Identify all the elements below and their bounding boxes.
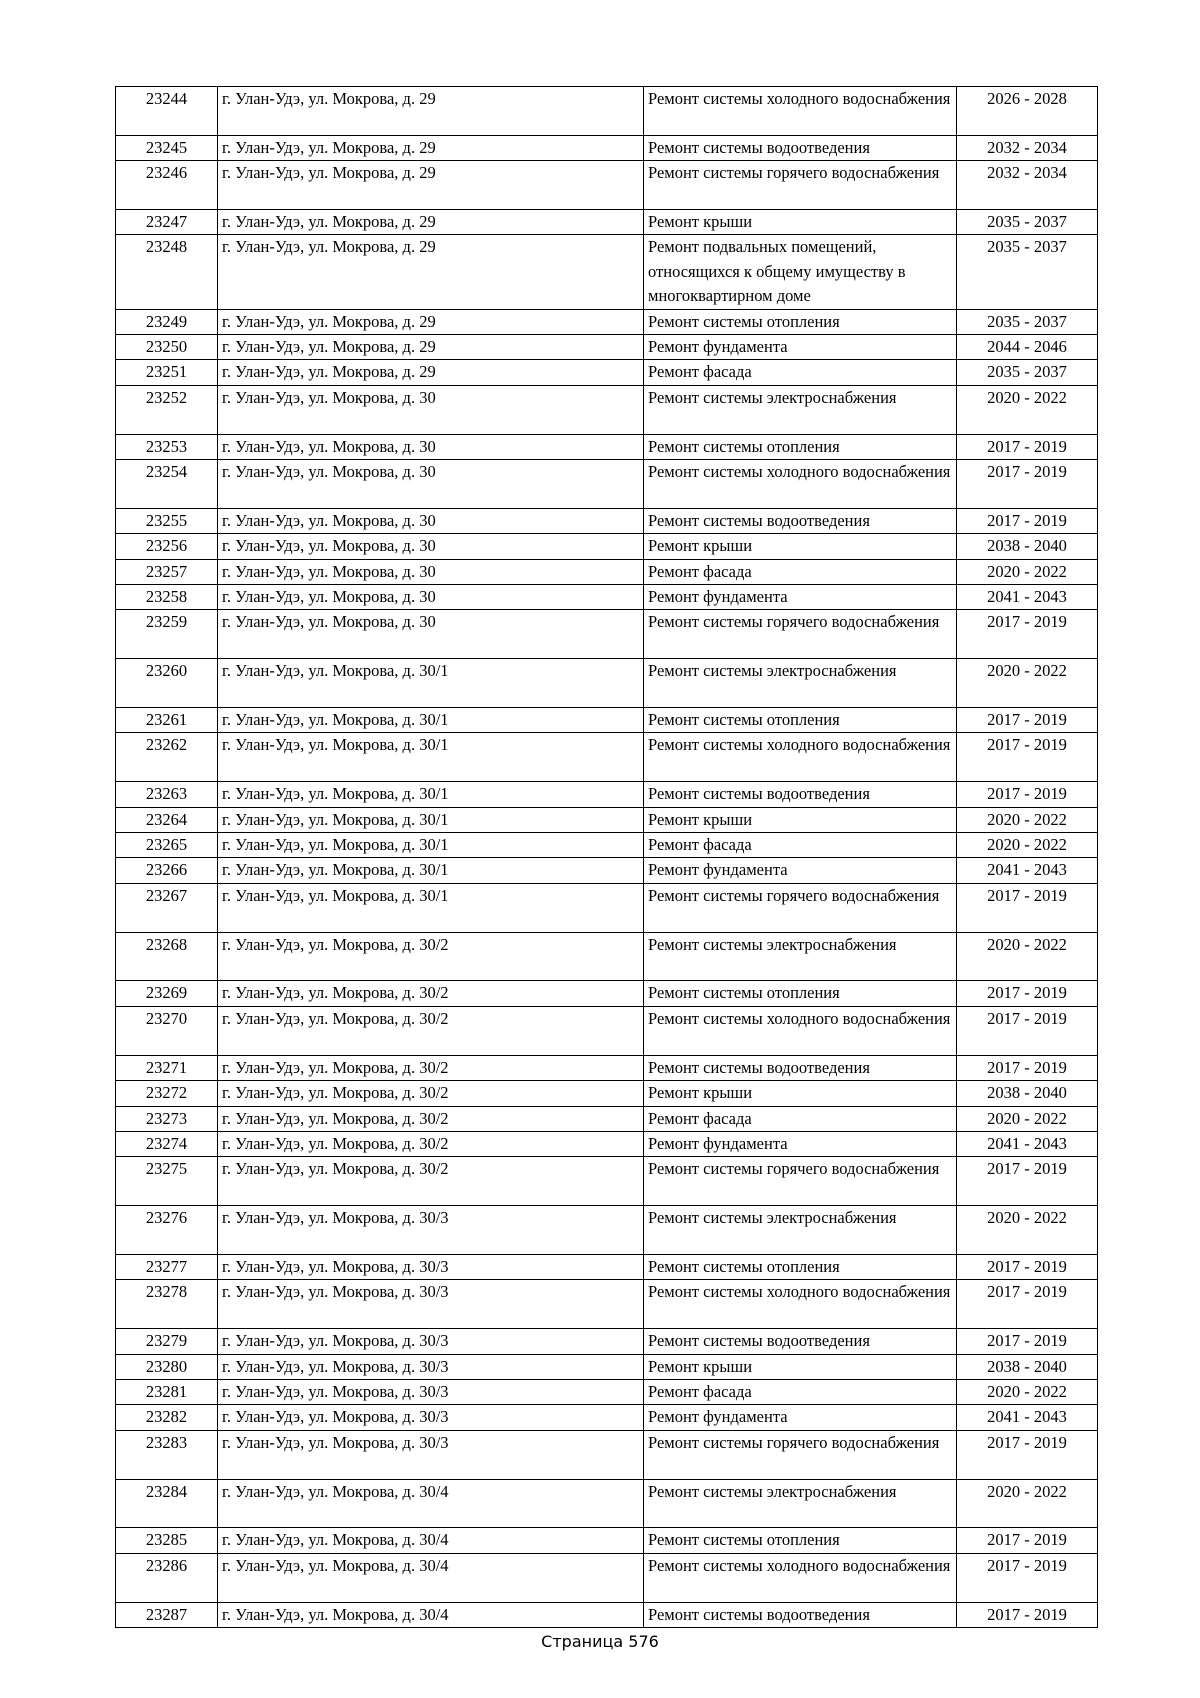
row-term: 2020 - 2022 bbox=[957, 1106, 1098, 1131]
row-number: 23277 bbox=[116, 1254, 218, 1279]
row-address: г. Улан-Удэ, ул. Мокрова, д. 30/4 bbox=[218, 1479, 644, 1528]
row-number: 23260 bbox=[116, 659, 218, 708]
row-address: г. Улан-Удэ, ул. Мокрова, д. 29 bbox=[218, 135, 644, 160]
row-work-type: Ремонт системы электроснабжения bbox=[644, 1479, 957, 1528]
row-term: 2020 - 2022 bbox=[957, 932, 1098, 981]
row-address: г. Улан-Удэ, ул. Мокрова, д. 30 bbox=[218, 534, 644, 559]
row-address: г. Улан-Удэ, ул. Мокрова, д. 29 bbox=[218, 87, 644, 136]
row-work-type: Ремонт фасада bbox=[644, 833, 957, 858]
row-address: г. Улан-Удэ, ул. Мокрова, д. 30/2 bbox=[218, 1157, 644, 1206]
table-row bbox=[116, 335, 1098, 360]
row-work-type: Ремонт системы холодного водоснабжения bbox=[644, 460, 957, 509]
row-work-type: Ремонт системы горячего водоснабжения bbox=[644, 161, 957, 210]
row-number: 23261 bbox=[116, 708, 218, 733]
row-number: 23269 bbox=[116, 981, 218, 1006]
table-row bbox=[116, 534, 1098, 559]
row-number: 23281 bbox=[116, 1379, 218, 1404]
table-row bbox=[116, 235, 1098, 309]
row-work-type: Ремонт крыши bbox=[644, 807, 957, 832]
table-row bbox=[116, 1206, 1098, 1255]
row-address: г. Улан-Удэ, ул. Мокрова, д. 30/1 bbox=[218, 858, 644, 883]
row-term: 2020 - 2022 bbox=[957, 1206, 1098, 1255]
row-term: 2032 - 2034 bbox=[957, 135, 1098, 160]
row-work-type: Ремонт крыши bbox=[644, 1354, 957, 1379]
row-term: 2035 - 2037 bbox=[957, 309, 1098, 334]
row-work-type: Ремонт системы водоотведения bbox=[644, 1055, 957, 1080]
table-row bbox=[116, 1430, 1098, 1479]
row-term: 2020 - 2022 bbox=[957, 1479, 1098, 1528]
row-number: 23257 bbox=[116, 559, 218, 584]
row-work-type: Ремонт системы электроснабжения bbox=[644, 1206, 957, 1255]
table-row bbox=[116, 858, 1098, 883]
row-number: 23247 bbox=[116, 210, 218, 235]
row-address: г. Улан-Удэ, ул. Мокрова, д. 30/4 bbox=[218, 1602, 644, 1627]
row-address: г. Улан-Удэ, ул. Мокрова, д. 30/2 bbox=[218, 1081, 644, 1106]
row-work-type: Ремонт системы водоотведения bbox=[644, 508, 957, 533]
row-number: 23254 bbox=[116, 460, 218, 509]
row-address: г. Улан-Удэ, ул. Мокрова, д. 30/3 bbox=[218, 1329, 644, 1354]
table-row bbox=[116, 1405, 1098, 1430]
table-row bbox=[116, 87, 1098, 136]
table-row bbox=[116, 708, 1098, 733]
row-address: г. Улан-Удэ, ул. Мокрова, д. 29 bbox=[218, 161, 644, 210]
row-term: 2044 - 2046 bbox=[957, 335, 1098, 360]
row-work-type: Ремонт системы горячего водоснабжения bbox=[644, 1157, 957, 1206]
row-term: 2017 - 2019 bbox=[957, 782, 1098, 807]
row-work-type: Ремонт системы холодного водоснабжения bbox=[644, 87, 957, 136]
row-address: г. Улан-Удэ, ул. Мокрова, д. 30 bbox=[218, 610, 644, 659]
row-number: 23266 bbox=[116, 858, 218, 883]
row-number: 23251 bbox=[116, 360, 218, 385]
table-row bbox=[116, 807, 1098, 832]
row-work-type: Ремонт крыши bbox=[644, 210, 957, 235]
table-row bbox=[116, 161, 1098, 210]
row-address: г. Улан-Удэ, ул. Мокрова, д. 30/3 bbox=[218, 1354, 644, 1379]
row-term: 2017 - 2019 bbox=[957, 508, 1098, 533]
row-work-type: Ремонт фундамента bbox=[644, 335, 957, 360]
row-address: г. Улан-Удэ, ул. Мокрова, д. 30 bbox=[218, 559, 644, 584]
row-address: г. Улан-Удэ, ул. Мокрова, д. 29 bbox=[218, 210, 644, 235]
row-address: г. Улан-Удэ, ул. Мокрова, д. 30/1 bbox=[218, 733, 644, 782]
row-number: 23275 bbox=[116, 1157, 218, 1206]
row-work-type: Ремонт системы электроснабжения bbox=[644, 932, 957, 981]
row-term: 2041 - 2043 bbox=[957, 1131, 1098, 1156]
row-number: 23264 bbox=[116, 807, 218, 832]
row-work-type: Ремонт системы холодного водоснабжения bbox=[644, 1280, 957, 1329]
row-number: 23283 bbox=[116, 1430, 218, 1479]
row-address: г. Улан-Удэ, ул. Мокрова, д. 30/4 bbox=[218, 1528, 644, 1553]
row-number: 23245 bbox=[116, 135, 218, 160]
row-number: 23271 bbox=[116, 1055, 218, 1080]
row-number: 23276 bbox=[116, 1206, 218, 1255]
row-number: 23250 bbox=[116, 335, 218, 360]
row-address: г. Улан-Удэ, ул. Мокрова, д. 30/2 bbox=[218, 1055, 644, 1080]
row-work-type: Ремонт фасада bbox=[644, 360, 957, 385]
table-row bbox=[116, 559, 1098, 584]
row-term: 2017 - 2019 bbox=[957, 1602, 1098, 1627]
table-row bbox=[116, 1081, 1098, 1106]
row-term: 2017 - 2019 bbox=[957, 610, 1098, 659]
table-row bbox=[116, 210, 1098, 235]
row-term: 2041 - 2043 bbox=[957, 1405, 1098, 1430]
table-row bbox=[116, 733, 1098, 782]
row-number: 23274 bbox=[116, 1131, 218, 1156]
row-term: 2020 - 2022 bbox=[957, 833, 1098, 858]
row-work-type: Ремонт системы электроснабжения bbox=[644, 385, 957, 434]
row-number: 23258 bbox=[116, 585, 218, 610]
table-row bbox=[116, 981, 1098, 1006]
table-row bbox=[116, 883, 1098, 932]
row-address: г. Улан-Удэ, ул. Мокрова, д. 30/3 bbox=[218, 1280, 644, 1329]
row-work-type: Ремонт системы отопления bbox=[644, 981, 957, 1006]
row-work-type: Ремонт системы водоотведения bbox=[644, 782, 957, 807]
row-work-type: Ремонт системы отопления bbox=[644, 1528, 957, 1553]
row-address: г. Улан-Удэ, ул. Мокрова, д. 30 bbox=[218, 585, 644, 610]
row-address: г. Улан-Удэ, ул. Мокрова, д. 30/1 bbox=[218, 883, 644, 932]
row-number: 23252 bbox=[116, 385, 218, 434]
row-work-type: Ремонт системы холодного водоснабжения bbox=[644, 1553, 957, 1602]
row-work-type: Ремонт фундамента bbox=[644, 858, 957, 883]
row-term: 2017 - 2019 bbox=[957, 1430, 1098, 1479]
row-address: г. Улан-Удэ, ул. Мокрова, д. 30/2 bbox=[218, 932, 644, 981]
table-row bbox=[116, 782, 1098, 807]
table-row bbox=[116, 434, 1098, 459]
row-work-type: Ремонт системы горячего водоснабжения bbox=[644, 1430, 957, 1479]
row-address: г. Улан-Удэ, ул. Мокрова, д. 29 bbox=[218, 235, 644, 309]
table-row bbox=[116, 1329, 1098, 1354]
table-row bbox=[116, 135, 1098, 160]
row-term: 2020 - 2022 bbox=[957, 385, 1098, 434]
row-number: 23279 bbox=[116, 1329, 218, 1354]
row-work-type: Ремонт подвальных помещений, относящихся к общему имуществу в многоквартирном доме bbox=[644, 235, 957, 309]
row-address: г. Улан-Удэ, ул. Мокрова, д. 30/1 bbox=[218, 833, 644, 858]
table-row bbox=[116, 1602, 1098, 1627]
table-row bbox=[116, 460, 1098, 509]
row-term: 2035 - 2037 bbox=[957, 235, 1098, 309]
page-number: Страница 576 bbox=[541, 1632, 659, 1651]
table-body bbox=[116, 87, 1098, 1628]
table-row bbox=[116, 1006, 1098, 1055]
row-address: г. Улан-Удэ, ул. Мокрова, д. 30 bbox=[218, 460, 644, 509]
table-row bbox=[116, 1131, 1098, 1156]
row-term: 2017 - 2019 bbox=[957, 1254, 1098, 1279]
row-term: 2041 - 2043 bbox=[957, 858, 1098, 883]
row-number: 23285 bbox=[116, 1528, 218, 1553]
table-row bbox=[116, 1379, 1098, 1404]
row-address: г. Улан-Удэ, ул. Мокрова, д. 30 bbox=[218, 385, 644, 434]
row-number: 23278 bbox=[116, 1280, 218, 1329]
row-term: 2017 - 2019 bbox=[957, 1528, 1098, 1553]
row-work-type: Ремонт фундамента bbox=[644, 585, 957, 610]
row-work-type: Ремонт системы холодного водоснабжения bbox=[644, 1006, 957, 1055]
row-term: 2017 - 2019 bbox=[957, 883, 1098, 932]
row-term: 2017 - 2019 bbox=[957, 460, 1098, 509]
row-term: 2017 - 2019 bbox=[957, 434, 1098, 459]
row-work-type: Ремонт системы отопления bbox=[644, 1254, 957, 1279]
row-number: 23280 bbox=[116, 1354, 218, 1379]
row-number: 23284 bbox=[116, 1479, 218, 1528]
row-work-type: Ремонт системы горячего водоснабжения bbox=[644, 883, 957, 932]
row-address: г. Улан-Удэ, ул. Мокрова, д. 30/4 bbox=[218, 1553, 644, 1602]
row-address: г. Улан-Удэ, ул. Мокрова, д. 30/2 bbox=[218, 1106, 644, 1131]
row-term: 2038 - 2040 bbox=[957, 1081, 1098, 1106]
table-row bbox=[116, 585, 1098, 610]
row-number: 23262 bbox=[116, 733, 218, 782]
row-work-type: Ремонт системы водоотведения bbox=[644, 1602, 957, 1627]
row-address: г. Улан-Удэ, ул. Мокрова, д. 30/2 bbox=[218, 1006, 644, 1055]
table-row bbox=[116, 1055, 1098, 1080]
row-term: 2017 - 2019 bbox=[957, 1280, 1098, 1329]
table-row bbox=[116, 1280, 1098, 1329]
row-term: 2032 - 2034 bbox=[957, 161, 1098, 210]
row-term: 2017 - 2019 bbox=[957, 708, 1098, 733]
row-address: г. Улан-Удэ, ул. Мокрова, д. 30/3 bbox=[218, 1379, 644, 1404]
row-term: 2026 - 2028 bbox=[957, 87, 1098, 136]
row-number: 23267 bbox=[116, 883, 218, 932]
row-number: 23259 bbox=[116, 610, 218, 659]
table-row bbox=[116, 1479, 1098, 1528]
row-term: 2038 - 2040 bbox=[957, 1354, 1098, 1379]
row-term: 2020 - 2022 bbox=[957, 659, 1098, 708]
row-address: г. Улан-Удэ, ул. Мокрова, д. 30/1 bbox=[218, 659, 644, 708]
row-term: 2017 - 2019 bbox=[957, 1329, 1098, 1354]
row-term: 2020 - 2022 bbox=[957, 807, 1098, 832]
table-row bbox=[116, 385, 1098, 434]
row-number: 23263 bbox=[116, 782, 218, 807]
table-row bbox=[116, 610, 1098, 659]
row-number: 23287 bbox=[116, 1602, 218, 1627]
row-address: г. Улан-Удэ, ул. Мокрова, д. 30/1 bbox=[218, 782, 644, 807]
row-number: 23265 bbox=[116, 833, 218, 858]
table-row bbox=[116, 659, 1098, 708]
table-row bbox=[116, 309, 1098, 334]
row-address: г. Улан-Удэ, ул. Мокрова, д. 30/2 bbox=[218, 1131, 644, 1156]
row-work-type: Ремонт крыши bbox=[644, 534, 957, 559]
row-address: г. Улан-Удэ, ул. Мокрова, д. 29 bbox=[218, 335, 644, 360]
table-row bbox=[116, 932, 1098, 981]
row-number: 23244 bbox=[116, 87, 218, 136]
row-work-type: Ремонт фундамента bbox=[644, 1131, 957, 1156]
table-row bbox=[116, 360, 1098, 385]
row-address: г. Улан-Удэ, ул. Мокрова, д. 30 bbox=[218, 508, 644, 533]
row-work-type: Ремонт системы отопления bbox=[644, 309, 957, 334]
row-address: г. Улан-Удэ, ул. Мокрова, д. 30/3 bbox=[218, 1405, 644, 1430]
table-row bbox=[116, 508, 1098, 533]
table-row bbox=[116, 1354, 1098, 1379]
row-number: 23253 bbox=[116, 434, 218, 459]
row-address: г. Улан-Удэ, ул. Мокрова, д. 30/3 bbox=[218, 1430, 644, 1479]
row-address: г. Улан-Удэ, ул. Мокрова, д. 29 bbox=[218, 309, 644, 334]
table-row bbox=[116, 1553, 1098, 1602]
row-address: г. Улан-Удэ, ул. Мокрова, д. 30/1 bbox=[218, 708, 644, 733]
row-number: 23268 bbox=[116, 932, 218, 981]
row-term: 2020 - 2022 bbox=[957, 559, 1098, 584]
row-number: 23286 bbox=[116, 1553, 218, 1602]
row-term: 2035 - 2037 bbox=[957, 210, 1098, 235]
row-address: г. Улан-Удэ, ул. Мокрова, д. 30 bbox=[218, 434, 644, 459]
table-row bbox=[116, 833, 1098, 858]
row-work-type: Ремонт системы холодного водоснабжения bbox=[644, 733, 957, 782]
row-work-type: Ремонт крыши bbox=[644, 1081, 957, 1106]
row-address: г. Улан-Удэ, ул. Мокрова, д. 30/1 bbox=[218, 807, 644, 832]
row-address: г. Улан-Удэ, ул. Мокрова, д. 30/3 bbox=[218, 1206, 644, 1255]
row-number: 23246 bbox=[116, 161, 218, 210]
row-number: 23256 bbox=[116, 534, 218, 559]
row-work-type: Ремонт системы отопления bbox=[644, 708, 957, 733]
row-number: 23282 bbox=[116, 1405, 218, 1430]
row-work-type: Ремонт системы электроснабжения bbox=[644, 659, 957, 708]
row-number: 23272 bbox=[116, 1081, 218, 1106]
row-term: 2017 - 2019 bbox=[957, 981, 1098, 1006]
table-row bbox=[116, 1254, 1098, 1279]
row-work-type: Ремонт системы водоотведения bbox=[644, 1329, 957, 1354]
row-address: г. Улан-Удэ, ул. Мокрова, д. 29 bbox=[218, 360, 644, 385]
row-term: 2020 - 2022 bbox=[957, 1379, 1098, 1404]
row-term: 2035 - 2037 bbox=[957, 360, 1098, 385]
row-work-type: Ремонт фундамента bbox=[644, 1405, 957, 1430]
row-term: 2017 - 2019 bbox=[957, 1553, 1098, 1602]
row-number: 23273 bbox=[116, 1106, 218, 1131]
row-term: 2017 - 2019 bbox=[957, 1055, 1098, 1080]
row-address: г. Улан-Удэ, ул. Мокрова, д. 30/2 bbox=[218, 981, 644, 1006]
row-work-type: Ремонт фасада bbox=[644, 559, 957, 584]
row-term: 2041 - 2043 bbox=[957, 585, 1098, 610]
row-term: 2017 - 2019 bbox=[957, 1006, 1098, 1055]
repair-schedule-table bbox=[115, 86, 1098, 1628]
table-row bbox=[116, 1106, 1098, 1131]
row-work-type: Ремонт системы отопления bbox=[644, 434, 957, 459]
row-work-type: Ремонт системы горячего водоснабжения bbox=[644, 610, 957, 659]
table-row bbox=[116, 1528, 1098, 1553]
row-term: 2017 - 2019 bbox=[957, 733, 1098, 782]
row-number: 23248 bbox=[116, 235, 218, 309]
row-number: 23270 bbox=[116, 1006, 218, 1055]
row-address: г. Улан-Удэ, ул. Мокрова, д. 30/3 bbox=[218, 1254, 644, 1279]
row-work-type: Ремонт фасада bbox=[644, 1379, 957, 1404]
row-number: 23255 bbox=[116, 508, 218, 533]
row-number: 23249 bbox=[116, 309, 218, 334]
table-row bbox=[116, 1157, 1098, 1206]
row-work-type: Ремонт системы водоотведения bbox=[644, 135, 957, 160]
row-term: 2038 - 2040 bbox=[957, 534, 1098, 559]
row-term: 2017 - 2019 bbox=[957, 1157, 1098, 1206]
row-work-type: Ремонт фасада bbox=[644, 1106, 957, 1131]
